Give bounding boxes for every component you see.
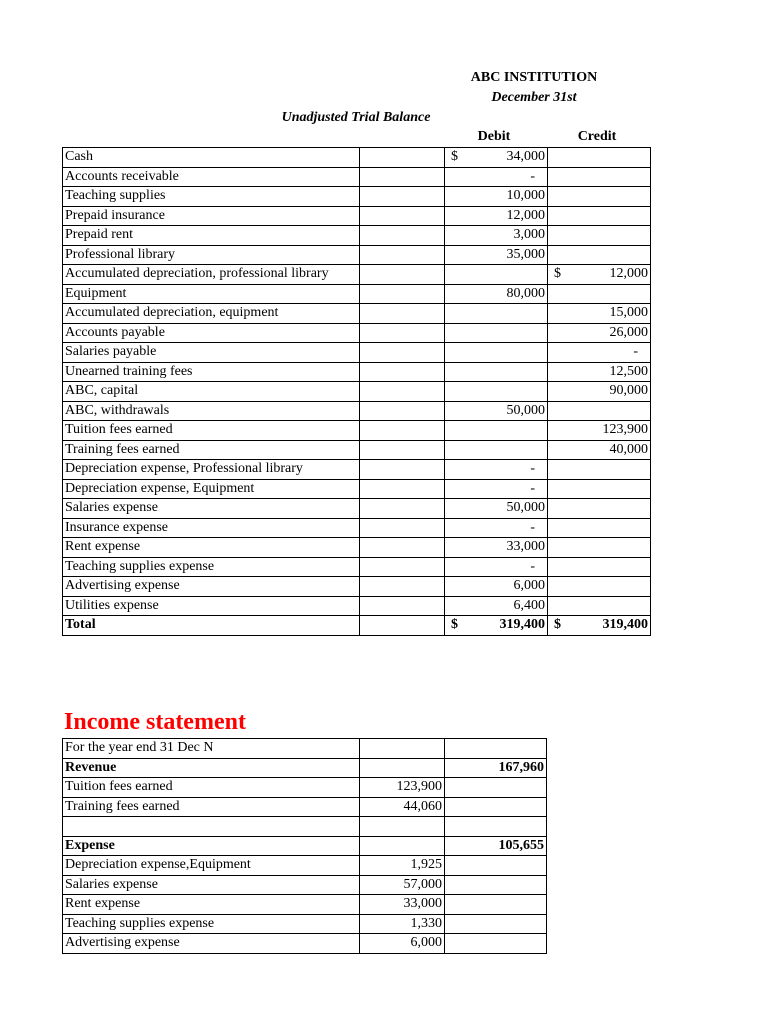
credit-cell — [548, 323, 651, 343]
currency-symbol: $ — [451, 617, 458, 632]
table-row — [63, 148, 651, 168]
income-row — [63, 778, 547, 798]
income-amount-cell: 44,060 — [360, 797, 445, 817]
account-name-cell: Tuition fees earned — [63, 421, 360, 441]
spacer-cell — [360, 362, 445, 382]
income-total-cell: 167,960 — [445, 758, 547, 778]
table-row — [63, 382, 651, 402]
spacer-cell — [360, 401, 445, 421]
credit-cell — [548, 557, 651, 577]
income-row — [63, 739, 547, 759]
income-label-cell: Revenue — [63, 758, 360, 778]
account-name-cell: Teaching supplies — [63, 187, 360, 207]
table-row — [63, 577, 651, 597]
debit-amount: 35,000 — [506, 246, 545, 262]
account-name-cell: Cash — [63, 148, 360, 168]
debit-cell — [445, 245, 548, 265]
spacer-cell — [360, 538, 445, 558]
debit-column-header: Debit — [477, 129, 511, 144]
account-name-cell: Depreciation expense, Equipment — [63, 479, 360, 499]
spacer-cell — [360, 440, 445, 460]
total-label-cell: Total — [63, 616, 360, 636]
income-row — [63, 895, 547, 915]
account-name-cell: Unearned training fees — [63, 362, 360, 382]
income-label-cell: Rent expense — [63, 895, 360, 915]
table-row — [63, 265, 651, 285]
income-amount-cell: 123,900 — [360, 778, 445, 798]
credit-cell — [548, 499, 651, 519]
credit-cell — [548, 596, 651, 616]
total-credit-amount: 319,400 — [602, 617, 648, 633]
debit-amount: 3,000 — [513, 227, 545, 243]
income-row — [63, 758, 547, 778]
credit-cell — [548, 187, 651, 207]
spacer-cell — [360, 206, 445, 226]
income-statement-title: Income statement — [64, 709, 246, 735]
credit-cell — [548, 284, 651, 304]
income-row — [63, 836, 547, 856]
credit-cell — [548, 206, 651, 226]
credit-amount: 90,000 — [609, 383, 648, 399]
account-name-cell: Advertising expense — [63, 577, 360, 597]
income-total-cell — [445, 797, 547, 817]
credit-cell — [548, 479, 651, 499]
debit-cell — [445, 362, 548, 382]
income-row — [63, 817, 547, 837]
income-amount-cell — [360, 758, 445, 778]
credit-amount: 123,900 — [602, 422, 648, 438]
spacer-cell — [360, 245, 445, 265]
spacer-cell — [360, 596, 445, 616]
credit-cell — [548, 538, 651, 558]
debit-cell — [445, 265, 548, 285]
income-label-cell: Tuition fees earned — [63, 778, 360, 798]
income-label-cell: Expense — [63, 836, 360, 856]
income-total-cell — [445, 739, 547, 759]
credit-cell — [548, 148, 651, 168]
table-row — [63, 538, 651, 558]
income-amount-cell: 33,000 — [360, 895, 445, 915]
spacer-cell — [360, 343, 445, 363]
table-row — [63, 499, 651, 519]
table-row — [63, 343, 651, 363]
table-row — [63, 206, 651, 226]
credit-amount: 40,000 — [609, 441, 648, 457]
institution-name: ABC INSTITUTION — [470, 70, 598, 85]
credit-cell — [548, 577, 651, 597]
income-label-cell: Training fees earned — [63, 797, 360, 817]
credit-cell — [548, 245, 651, 265]
credit-cell — [548, 226, 651, 246]
income-total-cell — [445, 778, 547, 798]
income-label-cell: Advertising expense — [63, 934, 360, 954]
income-amount-cell: 6,000 — [360, 934, 445, 954]
account-name-cell: ABC, capital — [63, 382, 360, 402]
debit-amount: 50,000 — [506, 402, 545, 418]
account-name-cell: Teaching supplies expense — [63, 557, 360, 577]
credit-cell — [548, 167, 651, 187]
spacer-cell — [360, 616, 445, 636]
spacer-cell — [360, 518, 445, 538]
debit-cell — [445, 187, 548, 207]
credit-column-header: Credit — [577, 129, 617, 144]
spacer-cell — [360, 323, 445, 343]
debit-amount: 10,000 — [506, 188, 545, 204]
debit-amount: 6,000 — [513, 578, 545, 594]
spacer-cell — [360, 557, 445, 577]
table-row — [63, 460, 651, 480]
income-amount-cell — [360, 836, 445, 856]
credit-amount: 12,000 — [609, 266, 648, 282]
credit-cell — [548, 265, 651, 285]
income-total-cell — [445, 895, 547, 915]
income-amount-cell: 1,925 — [360, 856, 445, 876]
debit-cell — [445, 148, 548, 168]
account-name-cell: Salaries payable — [63, 343, 360, 363]
spacer-cell — [360, 265, 445, 285]
credit-amount: 12,500 — [609, 363, 648, 379]
total-debit-amount: 319,400 — [499, 617, 545, 633]
debit-cell: - — [445, 557, 548, 577]
table-row — [63, 401, 651, 421]
debit-cell — [445, 323, 548, 343]
credit-cell — [548, 362, 651, 382]
currency-symbol: $ — [554, 617, 561, 632]
total-row — [63, 616, 651, 636]
total-debit-cell — [445, 616, 548, 636]
credit-cell — [548, 401, 651, 421]
spacer-cell — [360, 226, 445, 246]
currency-symbol: $ — [451, 149, 458, 164]
account-name-cell: Salaries expense — [63, 499, 360, 519]
credit-cell — [548, 421, 651, 441]
income-label-cell — [63, 817, 360, 837]
table-row — [63, 557, 651, 577]
debit-cell — [445, 304, 548, 324]
debit-cell — [445, 343, 548, 363]
debit-cell — [445, 382, 548, 402]
debit-amount: 50,000 — [506, 500, 545, 516]
income-label-cell: For the year end 31 Dec N — [63, 739, 360, 759]
income-total-cell — [445, 914, 547, 934]
credit-cell — [548, 382, 651, 402]
credit-amount: 26,000 — [609, 324, 648, 340]
spacer-cell — [360, 187, 445, 207]
account-name-cell: Accounts receivable — [63, 167, 360, 187]
income-total-cell — [445, 875, 547, 895]
income-statement-table — [62, 738, 547, 954]
spacer-cell — [360, 304, 445, 324]
table-row — [63, 596, 651, 616]
spacer-cell — [360, 577, 445, 597]
credit-cell — [548, 460, 651, 480]
income-amount-cell: 57,000 — [360, 875, 445, 895]
debit-cell — [445, 440, 548, 460]
debit-cell — [445, 226, 548, 246]
trial-balance-table — [62, 147, 651, 636]
debit-cell — [445, 421, 548, 441]
income-row — [63, 914, 547, 934]
income-amount-cell — [360, 739, 445, 759]
debit-cell — [445, 538, 548, 558]
debit-amount: 80,000 — [506, 285, 545, 301]
income-total-cell — [445, 856, 547, 876]
credit-cell — [548, 518, 651, 538]
spacer-cell — [360, 167, 445, 187]
account-name-cell: Training fees earned — [63, 440, 360, 460]
credit-cell — [548, 440, 651, 460]
debit-cell — [445, 206, 548, 226]
account-name-cell: ABC, withdrawals — [63, 401, 360, 421]
account-name-cell: Accumulated depreciation, professional library — [63, 265, 360, 285]
account-name-cell: Professional library — [63, 245, 360, 265]
debit-amount: 34,000 — [506, 149, 545, 165]
account-name-cell: Prepaid insurance — [63, 206, 360, 226]
debit-amount: 33,000 — [506, 539, 545, 555]
table-row — [63, 284, 651, 304]
debit-amount: 12,000 — [506, 207, 545, 223]
account-name-cell: Insurance expense — [63, 518, 360, 538]
account-name-cell: Rent expense — [63, 538, 360, 558]
income-total-cell — [445, 817, 547, 837]
debit-cell — [445, 401, 548, 421]
trial-balance-title: Unadjusted Trial Balance — [281, 110, 431, 125]
income-row — [63, 875, 547, 895]
statement-date: December 31st — [491, 90, 577, 105]
income-row — [63, 856, 547, 876]
table-row — [63, 226, 651, 246]
table-row — [63, 304, 651, 324]
table-row — [63, 245, 651, 265]
table-row — [63, 518, 651, 538]
debit-cell: - — [445, 518, 548, 538]
debit-cell: - — [445, 167, 548, 187]
spacer-cell — [360, 499, 445, 519]
account-name-cell: Equipment — [63, 284, 360, 304]
table-row — [63, 323, 651, 343]
table-row — [63, 167, 651, 187]
income-amount-cell: 1,330 — [360, 914, 445, 934]
debit-cell — [445, 499, 548, 519]
income-label-cell: Teaching supplies expense — [63, 914, 360, 934]
table-row — [63, 479, 651, 499]
account-name-cell: Depreciation expense, Professional library — [63, 460, 360, 480]
income-total-cell — [445, 934, 547, 954]
account-name-cell: Accounts payable — [63, 323, 360, 343]
debit-cell — [445, 284, 548, 304]
credit-cell: - — [548, 343, 651, 363]
spacer-cell — [360, 421, 445, 441]
debit-cell: - — [445, 479, 548, 499]
account-name-cell: Utilities expense — [63, 596, 360, 616]
income-label-cell: Depreciation expense,Equipment — [63, 856, 360, 876]
debit-cell — [445, 577, 548, 597]
table-row — [63, 187, 651, 207]
debit-cell: - — [445, 460, 548, 480]
income-label-cell: Salaries expense — [63, 875, 360, 895]
account-name-cell: Accumulated depreciation, equipment — [63, 304, 360, 324]
income-row — [63, 934, 547, 954]
credit-cell — [548, 304, 651, 324]
total-credit-cell — [548, 616, 651, 636]
spacer-cell — [360, 148, 445, 168]
credit-amount: 15,000 — [609, 305, 648, 321]
debit-cell — [445, 596, 548, 616]
spacer-cell — [360, 460, 445, 480]
account-name-cell: Prepaid rent — [63, 226, 360, 246]
income-row — [63, 797, 547, 817]
income-total-cell: 105,655 — [445, 836, 547, 856]
spacer-cell — [360, 284, 445, 304]
debit-amount: 6,400 — [513, 597, 545, 613]
income-amount-cell — [360, 817, 445, 837]
table-row — [63, 362, 651, 382]
spacer-cell — [360, 479, 445, 499]
table-row — [63, 440, 651, 460]
table-row — [63, 421, 651, 441]
currency-symbol: $ — [554, 266, 561, 281]
spacer-cell — [360, 382, 445, 402]
